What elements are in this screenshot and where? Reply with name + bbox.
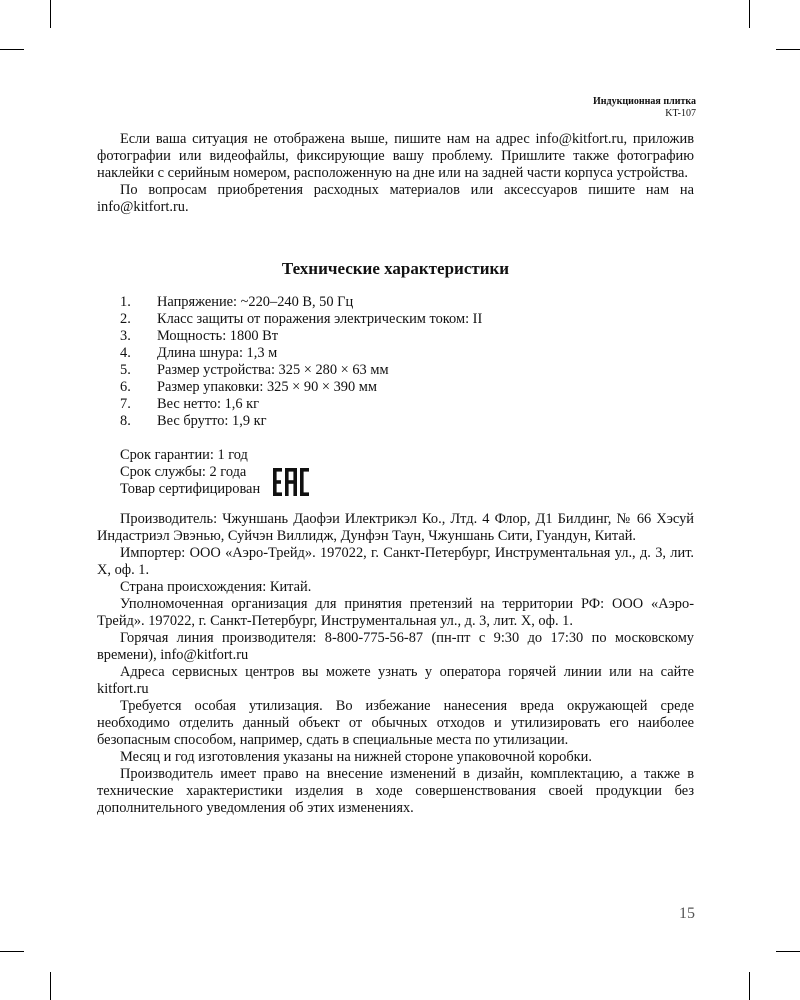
crop-mark-bottom-left-vertical xyxy=(50,972,51,1000)
spec-text: Вес нетто: 1,6 кг xyxy=(157,396,260,412)
spec-number: 5. xyxy=(120,362,131,378)
spec-number: 4. xyxy=(120,345,131,361)
details-paragraph: Горячая линия производителя: 8-800-775-56-87 (пн-пт с 9:30 до 17:30 по московскому времени), info@kitfort.ru xyxy=(97,630,694,663)
details-paragraph: Месяц и год изготовления указаны на нижней стороне упаковочной коробки. xyxy=(120,749,592,765)
details-paragraph: Производитель имеет право на внесение изменений в дизайн, комплектацию, а также в технические характеристики изделия в ходе совершенствования своей продукции без дополнительного уведомления об этих изменениях. xyxy=(97,766,694,816)
spec-text: Напряжение: ~220–240 В, 50 Гц xyxy=(157,294,354,310)
crop-mark-top-right-horizontal xyxy=(776,49,800,50)
spec-item xyxy=(97,362,694,379)
manufacturer-details xyxy=(97,511,694,817)
warranty-period: Срок гарантии: 1 год xyxy=(120,447,248,463)
section-title: Технические характеристики xyxy=(281,259,510,278)
crop-mark-bottom-left-horizontal xyxy=(0,951,24,952)
crop-mark-top-right-vertical xyxy=(749,0,750,28)
spec-text: Класс защиты от поражения электрическим током: II xyxy=(157,311,483,327)
crop-mark-top-left-vertical xyxy=(50,0,51,28)
intro-paragraph: По вопросам приобретения расходных материалов или аксессуаров пишите нам на info@kitfort.ru. xyxy=(97,182,694,215)
details-paragraph: Импортер: ООО «Аэро-Трейд». 197022, г. Санкт-Петербург, Инструментальная ул., д. 3, лит. Х, оф. 1. xyxy=(97,545,694,578)
warranty-block xyxy=(97,447,694,498)
spec-list xyxy=(97,294,694,430)
spec-item xyxy=(97,294,694,311)
crop-mark-bottom-right-horizontal xyxy=(776,951,800,952)
details-paragraph: Требуется особая утилизация. Во избежание нанесения вреда окружающей среде необходимо отделить данный объект от обычных отходов и утилизировать его наиболее безопасным способом, например, сдать в специальные места по утилизации. xyxy=(97,698,694,748)
spec-text: Размер устройства: 325 × 280 × 63 мм xyxy=(157,362,389,378)
spec-item xyxy=(97,311,694,328)
crop-mark-bottom-right-vertical xyxy=(749,972,750,1000)
running-header xyxy=(593,96,696,120)
spec-item xyxy=(97,396,694,413)
crop-mark-top-left-horizontal xyxy=(0,49,24,50)
spec-number: 2. xyxy=(120,311,131,327)
spec-item xyxy=(97,345,694,362)
details-paragraph: Адреса сервисных центров вы можете узнать у оператора горячей линии или на сайте kitfort.ru xyxy=(97,664,694,697)
spec-text: Длина шнура: 1,3 м xyxy=(157,345,278,361)
spec-item xyxy=(97,379,694,396)
page-content xyxy=(97,131,694,817)
spec-number: 3. xyxy=(120,328,131,344)
spec-number: 6. xyxy=(120,379,131,395)
spec-item xyxy=(97,413,694,430)
details-paragraph: Страна происхождения: Китай. xyxy=(120,579,312,595)
spec-number: 1. xyxy=(120,294,131,310)
spec-text: Размер упаковки: 325 × 90 × 390 мм xyxy=(157,379,377,395)
running-header-product: Индукционная плитка xyxy=(593,96,696,107)
details-paragraph: Уполномоченная организация для принятия претензий на территории РФ: ООО «Аэро-Трейд». 197022, г. Санкт-Петербург, Инструментальная ул., д. 3, лит. Х, оф. 1. xyxy=(97,596,694,629)
certification-note: Товар сертифицирован xyxy=(120,481,261,497)
page-number: 15 xyxy=(679,905,695,922)
eac-mark-icon xyxy=(272,467,310,497)
intro-paragraph: Если ваша ситуация не отображена выше, пишите нам на адрес info@kitfort.ru, приложив фотографии или видеофайлы, фиксирующие вашу проблему. Пришлите также фотографию наклейки с серийным номером, расположенную на дне или на задней части корпуса устройства. xyxy=(97,131,694,181)
spec-text: Мощность: 1800 Вт xyxy=(157,328,279,344)
details-paragraph: Производитель: Чжуншань Даофэи Илектрикэл Ко., Лтд. 4 Флор, Д1 Билдинг, № 66 Хэсуй Индастриэл Эвэнью, Суйчэн Виллидж, Дунфэн Таун, Чжуншань Сити, Гуандун, Китай. xyxy=(97,511,694,544)
spec-text: Вес брутто: 1,9 кг xyxy=(157,413,267,429)
spec-number: 8. xyxy=(120,413,131,429)
service-life: Срок службы: 2 года xyxy=(120,464,247,480)
spec-item xyxy=(97,328,694,345)
spec-number: 7. xyxy=(120,396,131,412)
running-header-model: KT-107 xyxy=(665,108,696,119)
